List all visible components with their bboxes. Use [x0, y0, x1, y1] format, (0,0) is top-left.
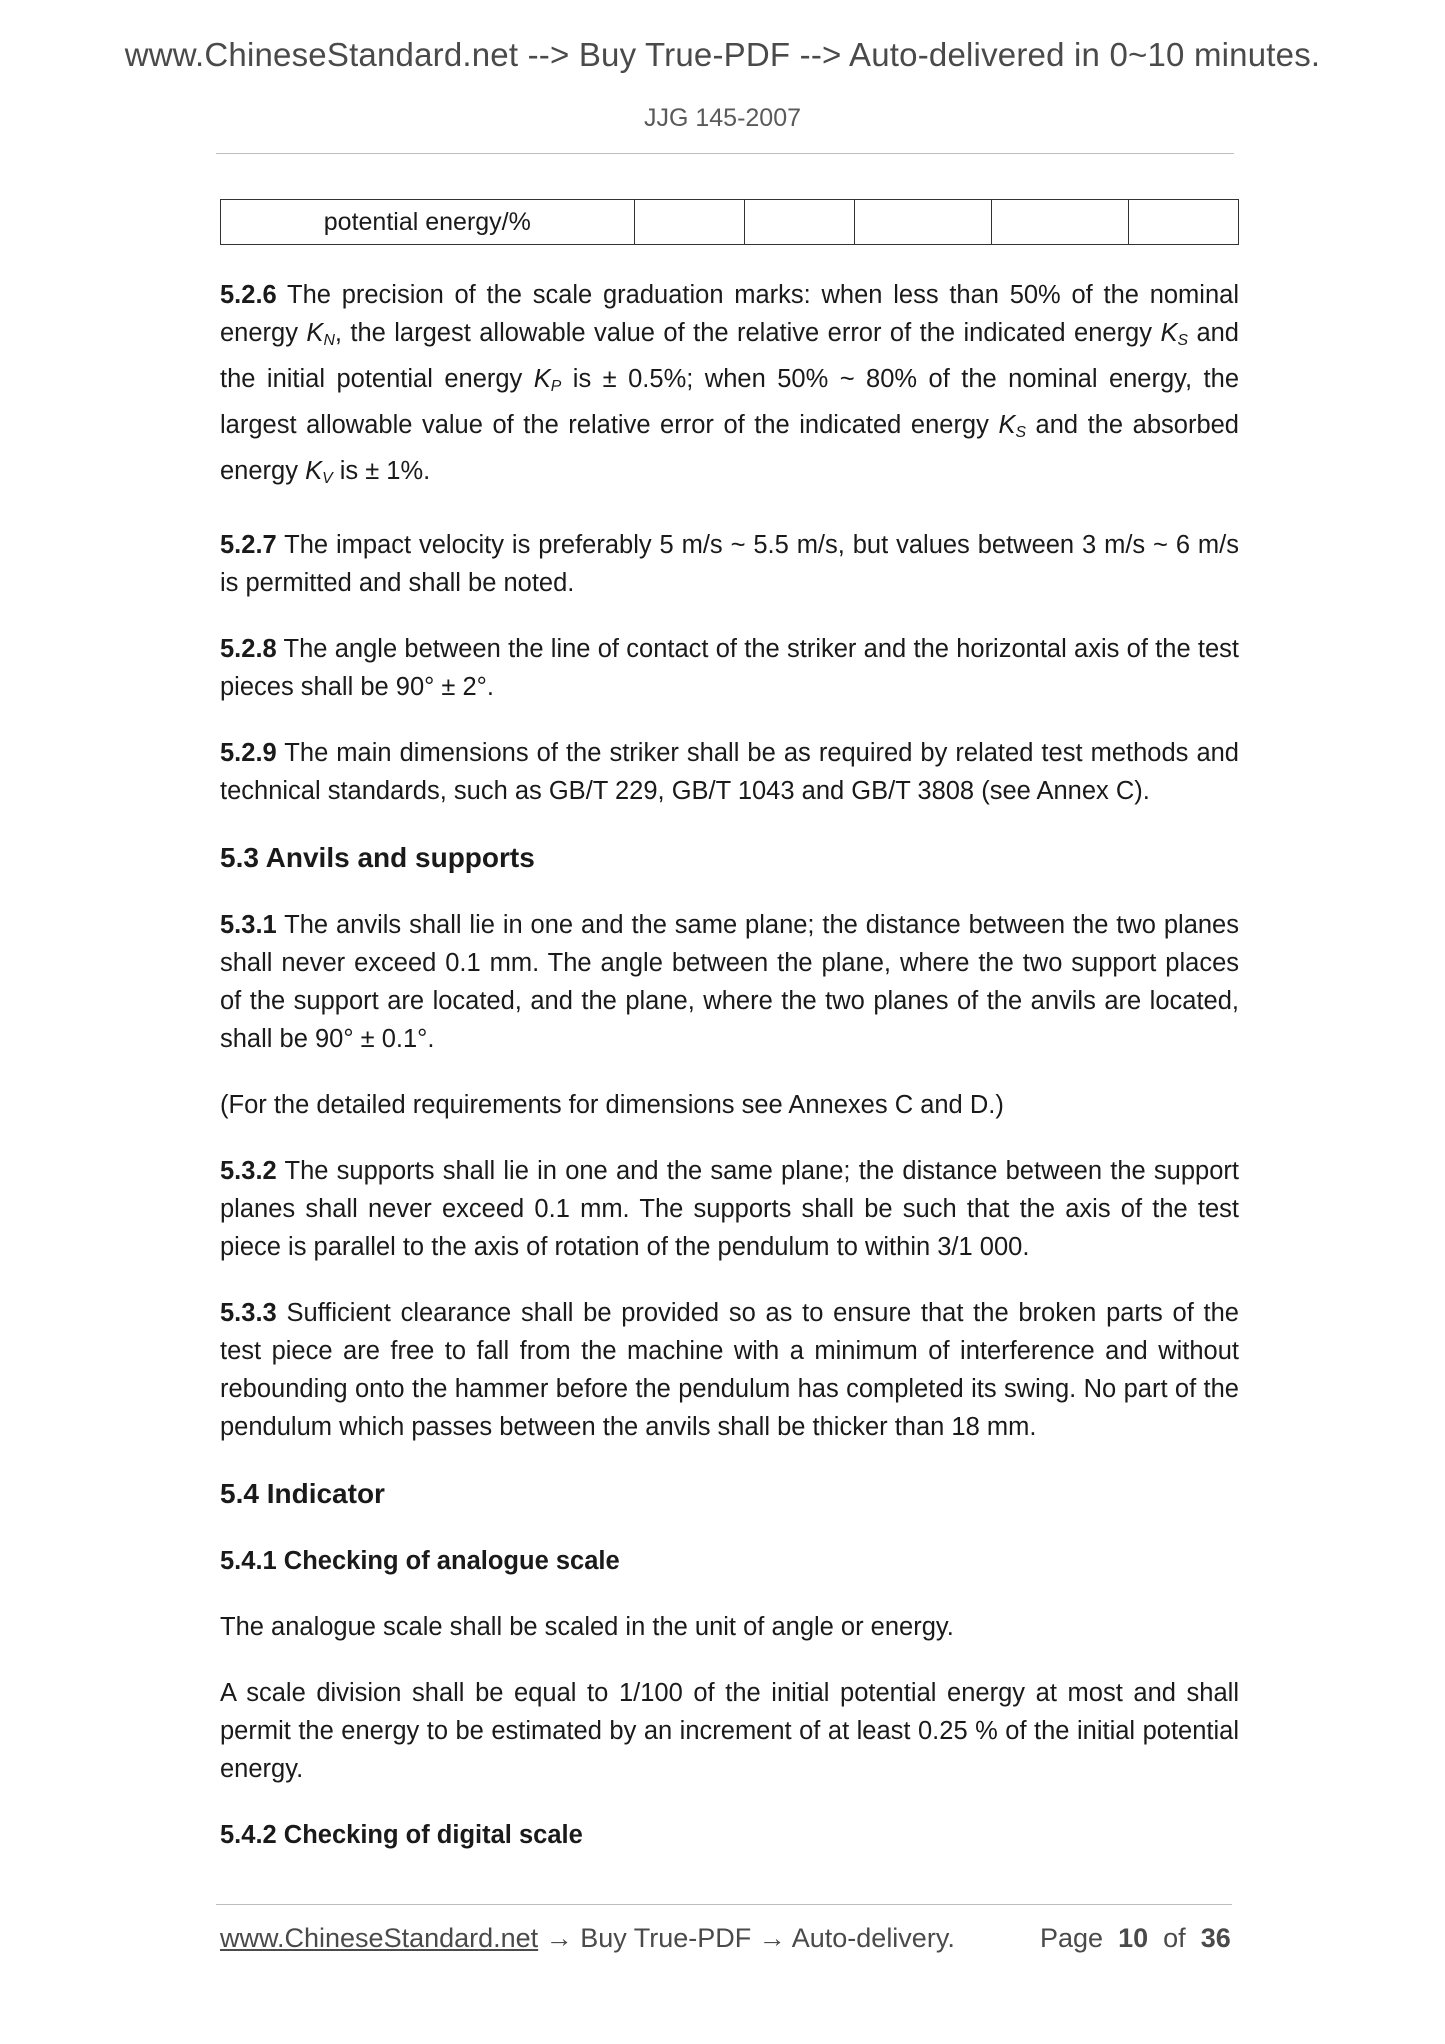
footer-left: www.ChineseStandard.net → Buy True-PDF → Auto-delivery. [220, 1923, 955, 1953]
symbol-ks: $K_S$ [998, 410, 1026, 441]
table-row-label: potential energy/% [221, 200, 635, 245]
header-divider [216, 153, 1234, 154]
clause-5-3-2: 5.3.2 The supports shall lie in one and the same plane; the distance between the support planes shall never exceed 0.1 mm. The supports shall be such that the axis of the test piece is parallel to the axis of rotation of the pendulum to within 3/1 000. [220, 1156, 1239, 1261]
table-row [221, 200, 1239, 245]
site-banner: www.ChineseStandard.net --> Buy True-PDF --> Auto-delivered in 0~10 minutes. [124, 36, 1321, 73]
clause-number: 5.2.8 [220, 634, 277, 663]
clause-5-3-3: 5.3.3 Sufficient clearance shall be provided so as to ensure that the broken parts of the test piece are free to fall from the machine with a minimum of interference and without rebounding onto the hammer before the pendulum has completed its swing. No part of the pendulum which passes between the anvils shall be thicker than 18 mm. [220, 1298, 1239, 1441]
page-indicator: Page 10 of 36 [1040, 1923, 1231, 1953]
footer-divider [216, 1904, 1232, 1905]
document-body [220, 276, 1239, 1882]
clause-number: 5.2.6 [220, 281, 277, 309]
page-total: 36 [1200, 1923, 1231, 1953]
clause-number: 5.3.2 [220, 1156, 277, 1185]
clause-number: 5.3.1 [220, 910, 277, 939]
clause-5-2-8: 5.2.8 The angle between the line of contact of the striker and the horizontal axis of the test pieces shall be 90° ± 2°. [220, 634, 1239, 701]
table-cell [634, 200, 744, 245]
symbol-kn: $K_N$ [306, 319, 335, 349]
page-number: 10 [1118, 1923, 1149, 1953]
paragraph: The analogue scale shall be scaled in the unit of angle or energy. [220, 1612, 954, 1641]
symbol-kv: $K_V$ [305, 456, 333, 487]
clause-5-2-7: 5.2.7 The impact velocity is preferably 5 m/s ~ 5.5 m/s, but values between 3 m/s ~ 6 m/s is permitted and shall be noted. [220, 530, 1239, 597]
table-cell [854, 200, 991, 245]
clause-5-2-9: 5.2.9 The main dimensions of the striker shall be as required by related test methods and technical standards, such as GB/T 229, GB/T 1043 and GB/T 3808 (see Annex C). [220, 738, 1239, 805]
site-link[interactable]: www.ChineseStandard.net [220, 1923, 539, 1953]
clause-5-2-6: 5.2.6 The precision of the scale graduation marks: when less than 50% of the nominal energy $K_N$, the largest allowable value of the relative error of the indicated energy $K_S$ and the initial potential energy $K_P$ is ± 0.5%; when 50% ~ 80% of the nominal energy, the largest allowable value of the relative error of the indicated energy $K_S$ and the absorbed energy $K_V$ is ± 1%. [220, 281, 1240, 487]
subsection-heading-5-4-1: 5.4.1 Checking of analogue scale [220, 1546, 620, 1575]
table-cell [1128, 200, 1238, 245]
symbol-ks: $K_S$ [1160, 319, 1188, 349]
table-fragment [220, 199, 1239, 245]
clause-number: 5.2.9 [220, 738, 277, 767]
table-cell [744, 200, 854, 245]
clause-number: 5.3.3 [220, 1298, 277, 1327]
subsection-heading-5-4-2: 5.4.2 Checking of digital scale [220, 1820, 583, 1849]
annex-note: (For the detailed requirements for dimensions see Annexes C and D.) [220, 1090, 1004, 1119]
section-heading-5-4: 5.4 Indicator [220, 1477, 385, 1509]
symbol-kp: $K_P$ [533, 364, 562, 395]
table-cell [991, 200, 1128, 245]
clause-5-3-1: 5.3.1 The anvils shall lie in one and the same plane; the distance between the two planes shall never exceed 0.1 mm. The angle between the plane, where the two support places of the support are located, and the plane, where the two planes of the anvils are located, shall be 90° ± 0.1°. [220, 910, 1239, 1053]
clause-number: 5.2.7 [220, 530, 277, 559]
paragraph: A scale division shall be equal to 1/100 of the initial potential energy at most and shall permit the energy to be estimated by an increment of at least 0.25 % of the initial potential energy. [220, 1678, 1239, 1783]
standard-code: JJG 145-2007 [643, 104, 802, 132]
section-heading-5-3: 5.3 Anvils and supports [220, 841, 535, 873]
